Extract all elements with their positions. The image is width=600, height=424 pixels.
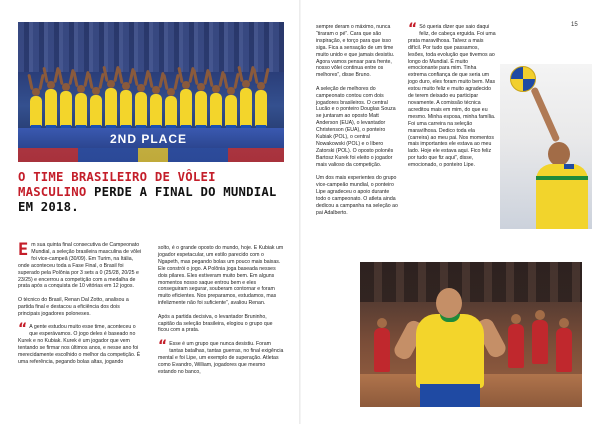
raised-arm bbox=[147, 72, 153, 88]
raised-arm bbox=[27, 74, 33, 90]
paragraph: sempre deram o máximo, nunca “tiraram o pé”. Cara que são inspiração, e torço para que isso siga. Fica a sensação de um time muito unido e que jamais desistiu. Agora vamos pensar para frente, nosso vôlei continua entre os melhores”, disse Bruno. bbox=[316, 24, 395, 79]
player-celebration-photo bbox=[360, 262, 582, 407]
quote-mark-icon: “ bbox=[158, 337, 168, 354]
page-number: 15 bbox=[571, 22, 578, 28]
raised-arm bbox=[207, 71, 213, 87]
player-figure bbox=[150, 94, 162, 126]
players-lineup bbox=[26, 68, 276, 126]
player-figure bbox=[210, 93, 222, 126]
player-figure bbox=[240, 88, 252, 126]
player-figure bbox=[180, 89, 192, 126]
ad-board-stripe bbox=[18, 148, 284, 162]
player-figure bbox=[225, 95, 237, 126]
headline-red: O TIME BRASILEIRO DE VÔLEI MASCULINO bbox=[18, 170, 216, 199]
arena-background bbox=[360, 262, 582, 302]
quote-mark-icon: “ bbox=[18, 321, 28, 338]
body-column-2 bbox=[158, 245, 284, 382]
dropcap: E bbox=[18, 240, 29, 260]
raised-arm bbox=[252, 68, 258, 84]
quote-mark-icon: “ bbox=[408, 21, 418, 37]
body-column-1 bbox=[18, 242, 142, 372]
player-arm bbox=[530, 87, 560, 143]
player-shorts bbox=[420, 384, 480, 407]
body-column-4 bbox=[408, 21, 496, 176]
player-figure bbox=[105, 88, 117, 126]
team-podium-photo bbox=[18, 22, 284, 162]
player-jersey bbox=[416, 314, 484, 388]
headline-black: PERDE A FINAL DO MUNDIAL EM 2018. bbox=[18, 185, 277, 214]
opponent-player bbox=[374, 328, 390, 372]
player-figure bbox=[195, 91, 207, 126]
opponent-player bbox=[532, 320, 548, 364]
raised-arm bbox=[72, 71, 78, 87]
player-figure bbox=[60, 91, 72, 126]
jersey-logo bbox=[564, 164, 574, 169]
raised-arm bbox=[87, 73, 93, 89]
quote-paragraph: “ Esse é um grupo que nunca desistiu. Foram tantas batalhas, tantas guerras, no final exigência mental e foi Lipe, um exemplo de superação. Atletas como Evandro, William, jogadores que mesmo estando no banco, bbox=[158, 337, 284, 375]
opponent-player bbox=[508, 324, 524, 368]
body-column-3 bbox=[316, 24, 400, 223]
paragraph: Um dos mais experientes do grupo vice-campeão mundial, o ponteiro Lipe agradeceu o apoio durante todo o campeonato. O atleta ainda dedicou a campanha na seleção ao pai Adalberto. bbox=[316, 175, 398, 216]
raised-arm bbox=[132, 70, 138, 86]
paragraph: Após a partida decisiva, o levantador Bruninho, capitão da seleção brasileira, elogiou o grupo que ficou com a prata. bbox=[158, 313, 273, 334]
paragraph: solto, é o grande oposto do mundo, hoje. E Kubiak um jogador espetacular, um estilo parecido com o Ngapeth, mas pegando bolas um pouco mais baixas. Ele constrói o jogo. A Polônia joga baseada nesses dois pilares. Eles estiveram muito bem. Em alguns momentos nosso saque entrou bem e eles conseguiram segurar, souberam contornar e foram muito eficientes. Nos preparamos, estudamos, mas infelizmente não foi suficiente”, avaliou Renan. bbox=[158, 245, 284, 307]
raised-arm bbox=[263, 68, 269, 84]
second-place-banner: 2ND PLACE bbox=[110, 132, 188, 146]
paragraph: Em sua quinta final consecutiva de Campeonato Mundial, a seleção brasileira masculina de vôlei foi vice-campeã (30/09). Em Turim, na Itália, onde aconteceu toda a Fase Final, o Brasil foi superado pela Polônia por 3 sets a 0 (25/28, 20/25 e 23/25) e encerrou a competição com a medalha de prata após a conquista de 10 vitórias em 12 jogos. bbox=[18, 240, 142, 290]
raised-arm bbox=[117, 68, 123, 84]
paragraph: O técnico do Brasil, Renan Dal Zotto, analisou a partida final e destacou a eficiência dos dois principais jogadores poloneses. bbox=[18, 296, 129, 317]
raised-arm bbox=[57, 69, 63, 85]
paragraph: A seleção de melhores do campeonato contou com dois jogadores brasileiros. O central Lucão e o ponteiro Douglas Souza se juntaram ao oposto Matt Anderson (EUA), o levantador Christenson (EUA), o ponteiro Kubiak (POL), o central Nowakowski (POL) e o líbero Zatorski (POL). O oposto polonês Bartosz Kurek foi eleito o jogador mais valioso da competição. bbox=[316, 85, 396, 168]
player-jersey bbox=[536, 164, 588, 229]
page-gutter bbox=[299, 0, 301, 424]
raised-arm bbox=[162, 74, 168, 90]
opponent-player bbox=[556, 328, 572, 372]
player-figure bbox=[30, 96, 42, 126]
player-figure bbox=[75, 93, 87, 126]
quote-paragraph: “ A gente estudou muito esse time, aconteceu o que esperávamos. O jogo deles é baseado no Kurek e no Kubiak. Kurek é um jogador que vem tentando se firmar nos últimos anos, e nesse ano foi merecidamente escolhido o melhor da competição. É uma referência, pegando bolas altas, jogando bbox=[18, 321, 141, 365]
raised-arm bbox=[192, 69, 198, 85]
player-figure bbox=[135, 92, 147, 126]
player-figure bbox=[90, 95, 102, 126]
article-headline bbox=[18, 170, 288, 215]
crowd-background bbox=[18, 22, 284, 72]
player-figure bbox=[165, 96, 177, 126]
jersey-trim bbox=[536, 176, 588, 180]
quote-paragraph: “ Só queria dizer que saio daqui feliz, de cabeça erguida. Foi uma prata maravilhosa. Talvez a mais difícil. Por tudo que passamos, lesões, toda evolução que tivemos ao longo do Mundial. É muito emocionante para mim. Tinha extrema confiança de que seria um jogo duro, eles foram muito bem. Mas estou muito feliz e muito agradecido de terem deixado eu participar novamente. A comissão técnica acreditou mais em mim, do que eu mesmo. Minha esposa, minha família. Foi uma carreira na seleção maravilhosa. Dedico toda ela (carreira) ao meu pai. Nos momentos mais importantes ele estava ao meu lado. Hoje ele estava aqui. Fico feliz por tudo que fiz aqui”, disse, emocionado, o ponteiro Lipe. bbox=[408, 21, 496, 169]
player-figure bbox=[120, 90, 132, 126]
player-figure bbox=[255, 90, 267, 126]
raised-arm bbox=[222, 73, 228, 89]
player-head bbox=[436, 288, 462, 318]
player-head bbox=[548, 142, 570, 166]
player-figure bbox=[45, 89, 57, 126]
player-spike-photo bbox=[500, 64, 592, 229]
